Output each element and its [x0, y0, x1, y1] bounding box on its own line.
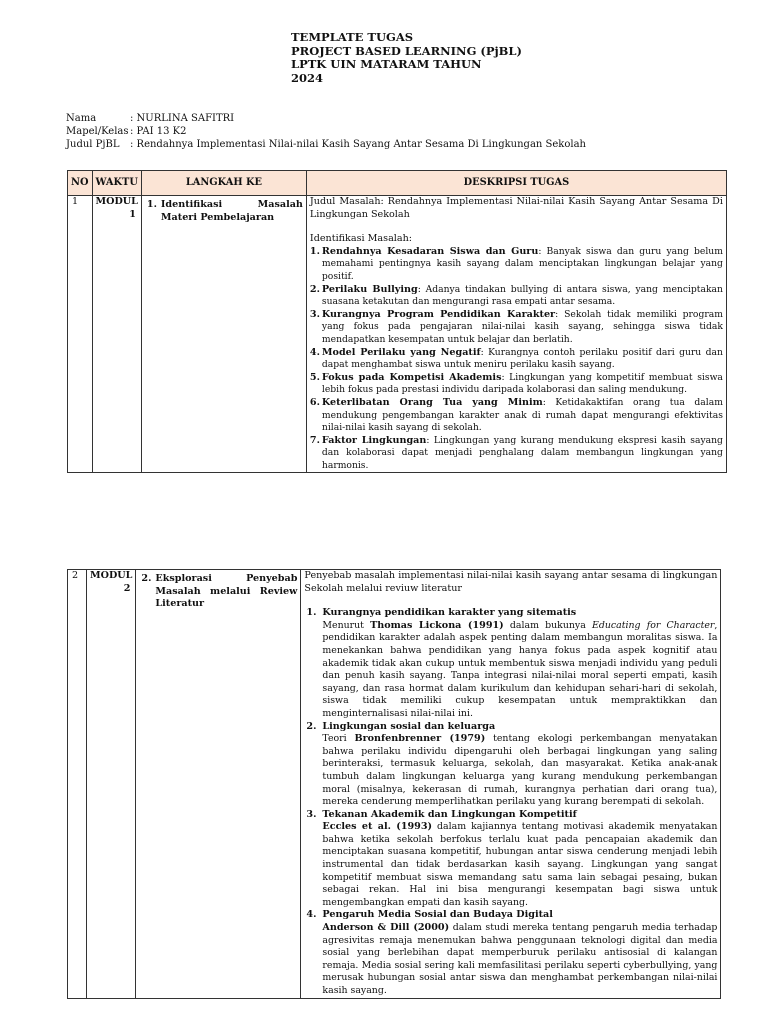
- nama-label: Nama: [66, 113, 97, 124]
- list-item: [310, 372, 723, 397]
- item-number: 3.: [306, 808, 317, 820]
- identifikasi-list: [310, 246, 723, 473]
- nama-value: : NURLINA SAFITRI: [130, 113, 235, 124]
- langkah-number: 2.: [141, 573, 152, 584]
- item-title: Lingkungan sosial dan keluarga: [322, 720, 496, 732]
- item-author: Eccles et al. (1993): [322, 821, 433, 833]
- header-line-4: 2024: [291, 70, 324, 85]
- item-number: 2.: [309, 283, 320, 295]
- list-item: [304, 721, 717, 809]
- modul-number: 2: [123, 582, 131, 594]
- item-text: tentang ekologi perkembangan menyatakan bahwa perilaku individu dipengaruhi oleh berbagai lingkungan yang saling berinteraksi, termasuk keluarga, sekolah, dan masyarakat. Ketika anak-anak tumbuh dalam lingkungan keluarga yang kurang mendukung perkembangan moral (misalnya, kekerasan di rumah, kurangnya perhatian dari orang tua), mereka cenderung memperlihatkan perilaku yang kurang berempati di sekolah.: [322, 733, 718, 808]
- langkah-number: 1.: [146, 199, 157, 210]
- modul-number: 1: [129, 208, 136, 220]
- modul-word: MODUL: [95, 196, 138, 207]
- judul-masalah: Judul Masalah: Rendahnya Implementasi Nilai-nilai Kasih Sayang Antar Sesama Di Lingkungan Sekolah: [309, 196, 723, 220]
- item-number: 2.: [306, 720, 317, 732]
- item-title: Kurangnya pendidikan karakter yang sitematis: [322, 607, 577, 619]
- item-number: 1.: [306, 607, 317, 619]
- item-author: Anderson & Dill (2000): [322, 922, 450, 934]
- langkah-text: Eksplorasi Penyebab Masalah melalui Review Literatur: [155, 573, 298, 610]
- header-waktu: WAKTU: [92, 171, 141, 196]
- mapel-label: Mapel/Kelas: [66, 126, 129, 137]
- judul-label: Judul PjBL: [66, 139, 120, 150]
- task-table-1: [67, 170, 727, 473]
- item-number: 6.: [309, 396, 320, 408]
- document-header: [291, 31, 522, 85]
- item-text: dalam studi mereka tentang pengaruh media terhadap agresivitas remaja menemukan bahwa penggunaan teknologi digital dan media sosial yang berlebihan dapat memperburuk perilaku antisosial di kalangan remaja. Media sosial sering kali memfasilitasi perilaku seperti cyberbullying, yang merusak hubungan sosial antar siswa dan menghambat perkembangan nilai-nilai kasih sayang.: [322, 922, 718, 996]
- item-book-title: Educating for Character: [592, 619, 715, 631]
- item-text: : Kurangnya contoh perilaku positif dari guru dan dapat menghambat siswa untuk meniru perilaku kasih sayang.: [321, 346, 723, 371]
- item-author: Bronfenbrenner (1979): [354, 733, 486, 745]
- item-pre: Teori: [322, 733, 355, 745]
- item-title: Keterlibatan Orang Tua yang Minim: [321, 396, 543, 408]
- item-number: 5.: [309, 371, 320, 383]
- item-title: Rendahnya Kesadaran Siswa dan Guru: [321, 245, 539, 257]
- item-number: 1.: [309, 245, 320, 257]
- list-item: [304, 607, 717, 720]
- item-number: 4.: [309, 346, 320, 358]
- item-text: , pendidikan karakter adalah aspek penting dalam membangun moralitas siswa. Ia menekankan bahwa pendidikan yang hanya fokus pada aspek kognitif atau akademik tidak akan cukup untuk membentuk siswa menjadi individu yang peduli dan penuh kasih sayang. Tanpa integrasi nilai-nilai moral seperti empati, kasih sayang, dan rasa hormat dalam kurikulum dan kehidupan sehari-hari di sekolah, siswa tidak memiliki cukup kesempatan untuk mempraktikkan dan menginternalisasi nilai-nilai ini.: [322, 619, 718, 719]
- list-item: [310, 246, 723, 284]
- item-title: Perilaku Bullying: [321, 283, 418, 295]
- item-text: : Banyak siswa dan guru yang belum memahami pentingnya kasih sayang dalam menciptakan lingkungan belajar yang positif.: [321, 245, 723, 282]
- item-text: : Lingkungan yang kompetitif membuat siswa lebih fokus pada prestasi individu daripada kolaborasi dan saling mendukung.: [321, 371, 723, 396]
- item-author: Thomas Lickona (1991): [370, 619, 504, 631]
- list-item: [310, 435, 723, 473]
- table-header-row: [68, 171, 727, 196]
- header-langkah: LANGKAH KE: [141, 171, 306, 196]
- judul-value: : Rendahnya Implementasi Nilai-nilai Kasih Sayang Antar Sesama Di Lingkungan Sekolah: [130, 139, 586, 150]
- identifikasi-label: Identifikasi Masalah:: [309, 233, 412, 245]
- list-item: [310, 397, 723, 435]
- item-text: : Adanya tindakan bullying di antara siswa, yang menciptakan suasana ketakutan dan mengurangi rasa empati antar sesama.: [321, 283, 723, 308]
- row-langkah: [136, 570, 301, 999]
- row-deskripsi: [301, 570, 721, 999]
- item-pre: Menurut: [322, 619, 371, 631]
- item-title: Fokus pada Kompetisi Akademis: [321, 371, 502, 383]
- modul-word: MODUL: [90, 570, 133, 581]
- list-item: [310, 347, 723, 372]
- table-row: [68, 570, 721, 999]
- item-title: Tekanan Akademik dan Lingkungan Kompetitif: [322, 808, 577, 820]
- header-line-3: LPTK UIN MATARAM TAHUN: [291, 57, 482, 71]
- langkah-text: Identifikasi Masalah Materi Pembelajaran: [160, 199, 303, 223]
- penyebab-intro: Penyebab masalah implementasi nilai-nilai kasih sayang antar sesama di lingkungan Sekolah melalui reviuw literatur: [304, 570, 718, 594]
- item-number: 4.: [306, 909, 317, 921]
- header-line-1: TEMPLATE TUGAS: [291, 30, 414, 44]
- row-deskripsi: [306, 196, 726, 473]
- row-waktu: [92, 196, 141, 473]
- meta-nama: [66, 112, 586, 125]
- task-table-2: [67, 569, 721, 999]
- meta-judul: [66, 138, 586, 151]
- header-deskripsi: DESKRIPSI TUGAS: [306, 171, 726, 196]
- item-title: Pengaruh Media Sosial dan Budaya Digital: [322, 909, 553, 921]
- row-langkah: [141, 196, 306, 473]
- item-text: dalam kajiannya tentang motivasi akademik menyatakan bahwa ketika sekolah berfokus terlalu kuat pada pencapaian akademik dan menciptakan suasana kompetitif, hubungan antar siswa cenderung menjadi lebih instrumental dan tidak berdasarkan kasih sayang. Lingkungan yang sangat kompetitif membuat siswa memandang satu sama lain sebagai pesaing, bukan sebagai rekan. Hal ini bisa mengurangi kesempatan bagi siswa untuk mengembangkan empati dan kasih sayang.: [322, 821, 718, 908]
- row-number: 2: [68, 570, 87, 999]
- item-text: : Sekolah tidak memiliki program yang fokus pada pengajaran nilai-nilai kasih sayang, sehingga siswa tidak mendapatkan kesempatan untuk belajar dan berlatih.: [321, 308, 723, 345]
- list-item: [304, 809, 717, 910]
- item-title: Faktor Lingkungan: [321, 434, 427, 446]
- item-title: Kurangnya Program Pendidikan Karakter: [321, 308, 556, 320]
- item-title: Model Perilaku yang Negatif: [321, 346, 481, 358]
- item-mid: dalam bukunya: [503, 619, 593, 631]
- item-text: : Ketidakaktifan orang tua dalam mendukung pengembangan karakter anak di rumah dapat mengurangi efektivitas nilai-nilai kasih sayang di sekolah.: [321, 396, 723, 434]
- penyebab-list: [304, 607, 717, 997]
- header-no: NO: [68, 171, 93, 196]
- list-item: [310, 284, 723, 309]
- table-row: [68, 196, 727, 473]
- list-item: [304, 909, 717, 997]
- row-waktu: [87, 570, 136, 999]
- meta-info: [66, 112, 586, 151]
- item-number: 7.: [309, 434, 320, 446]
- item-text: : Lingkungan yang kurang mendukung ekspresi kasih sayang dan kolaborasi dapat menjadi penghalang dalam membangun lingkungan yang harmonis.: [321, 434, 723, 471]
- mapel-value: : PAI 13 K2: [130, 126, 187, 137]
- header-line-2: PROJECT BASED LEARNING (PjBL): [291, 43, 522, 58]
- row-number: 1: [68, 196, 93, 473]
- meta-mapel: [66, 125, 586, 138]
- list-item: [310, 309, 723, 347]
- item-number: 3.: [309, 308, 320, 320]
